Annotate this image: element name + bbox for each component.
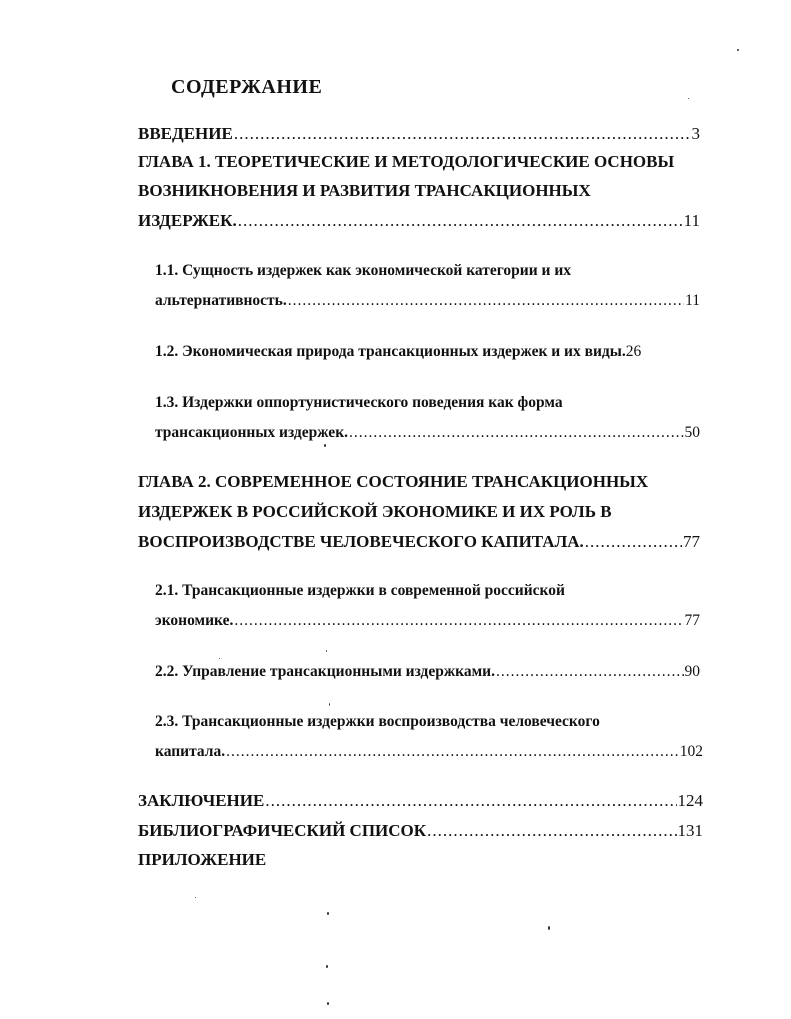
toc-entry-label: БИБЛИОГРАФИЧЕСКИЙ СПИСОК bbox=[138, 821, 427, 840]
scan-speck bbox=[219, 658, 220, 659]
toc-page-number: 3 bbox=[691, 124, 700, 143]
scan-speck bbox=[195, 897, 196, 898]
section-1-3-line-1 bbox=[155, 394, 563, 412]
leader-dots bbox=[496, 663, 684, 681]
toc-page-number: 50 bbox=[684, 424, 700, 441]
scan-speck bbox=[327, 912, 329, 915]
scan-speck bbox=[688, 98, 689, 99]
toc-entry-label: трансакционных издержек. bbox=[155, 424, 348, 441]
toc-page-number: 11 bbox=[685, 292, 700, 309]
leader-dots bbox=[349, 424, 684, 442]
toc-entry-label: ВОЗНИКНОВЕНИЯ И РАЗВИТИЯ ТРАНСАКЦИОННЫХ bbox=[138, 181, 591, 200]
toc-page-number: 131 bbox=[677, 821, 703, 840]
toc-entry-label: ГЛАВА 1. ТЕОРЕТИЧЕСКИЕ И МЕТОДОЛОГИЧЕСКИЕ ОСНОВЫ bbox=[138, 152, 675, 171]
leader-dots bbox=[427, 821, 676, 841]
toc-page-number: 26 bbox=[625, 343, 642, 360]
toc-entry-section-2-3 bbox=[155, 743, 703, 761]
leader-dots bbox=[226, 743, 679, 761]
leader-dots bbox=[288, 292, 684, 310]
toc-entry-label: ЗАКЛЮЧЕНИЕ bbox=[138, 791, 265, 810]
toc-entry-section-1-3 bbox=[155, 424, 700, 442]
toc-entry-label: ВВЕДЕНИЕ bbox=[138, 124, 233, 143]
toc-entry-label: ВОСПРОИЗВОДСТВЕ ЧЕЛОВЕЧЕСКОГО КАПИТАЛА. bbox=[138, 532, 584, 551]
section-2-3-line-1 bbox=[155, 713, 600, 731]
leader-dots bbox=[265, 791, 676, 811]
toc-entry-section-2-1 bbox=[155, 612, 700, 630]
scan-speck bbox=[329, 703, 330, 706]
toc-entry-conclusion bbox=[138, 791, 703, 811]
toc-entry-label: 1.3. Издержки оппортунистического поведения как форма bbox=[155, 394, 563, 411]
toc-page-number: 77 bbox=[683, 532, 700, 551]
section-1-1-line-1 bbox=[155, 262, 571, 280]
scan-speck bbox=[326, 650, 327, 652]
chapter-2-line-1 bbox=[138, 472, 648, 492]
toc-entry-intro bbox=[138, 124, 700, 144]
toc-entry-section-1-2 bbox=[155, 343, 700, 361]
toc-entry-section-1-1 bbox=[155, 292, 700, 310]
toc-entry-label: 2.2. Управление трансакционными издержками. bbox=[155, 663, 495, 680]
toc-page-number: 11 bbox=[683, 211, 700, 230]
toc-entry-label: ИЗДЕРЖЕК. bbox=[138, 211, 237, 230]
scan-speck bbox=[327, 1002, 329, 1005]
leader-dots bbox=[234, 124, 691, 144]
toc-entry-label: 2.3. Трансакционные издержки воспроизводства человеческого bbox=[155, 713, 600, 730]
toc-entry-label: альтернативность. bbox=[155, 292, 287, 309]
toc-page-number: 90 bbox=[684, 663, 700, 680]
toc-entry-label: ГЛАВА 2. СОВРЕМЕННОЕ СОСТОЯНИЕ ТРАНСАКЦИОННЫХ bbox=[138, 472, 649, 491]
leader-dots bbox=[585, 532, 682, 552]
toc-entry-appendix bbox=[138, 850, 266, 870]
scan-speck bbox=[548, 926, 550, 930]
leader-dots bbox=[238, 211, 683, 231]
leader-dots bbox=[234, 612, 683, 630]
toc-entry-chapter-2 bbox=[138, 532, 700, 552]
toc-page-number: 124 bbox=[677, 791, 703, 810]
scan-speck bbox=[737, 49, 739, 51]
toc-page-number: 102 bbox=[679, 743, 703, 760]
toc-entry-bibliography bbox=[138, 821, 703, 841]
toc-entry-label: экономике. bbox=[155, 612, 234, 629]
section-2-1-line-1 bbox=[155, 582, 565, 600]
toc-page-number: 77 bbox=[684, 612, 700, 629]
toc-entry-label: 1.2. Экономическая природа трансакционных издержек и их виды. bbox=[155, 343, 626, 360]
toc-entry-section-2-2 bbox=[155, 663, 700, 681]
toc-entry-label: капитала. bbox=[155, 743, 226, 760]
toc-entry-label: 1.1. Сущность издержек как экономической категории и их bbox=[155, 262, 572, 279]
toc-entry-chapter-1 bbox=[138, 211, 700, 231]
scan-speck bbox=[324, 444, 326, 447]
toc-entry-label: ИЗДЕРЖЕК В РОССИЙСКОЙ ЭКОНОМИКЕ И ИХ РОЛЬ В bbox=[138, 502, 612, 521]
chapter-1-line-2 bbox=[138, 181, 591, 201]
toc-entry-label: ПРИЛОЖЕНИЕ bbox=[138, 850, 267, 869]
chapter-2-line-2 bbox=[138, 502, 612, 522]
scan-speck bbox=[326, 965, 328, 968]
page-title: СОДЕРЖАНИЕ bbox=[171, 76, 323, 98]
toc-entry-label: 2.1. Трансакционные издержки в современной российской bbox=[155, 582, 565, 599]
chapter-1-line-1 bbox=[138, 152, 674, 172]
